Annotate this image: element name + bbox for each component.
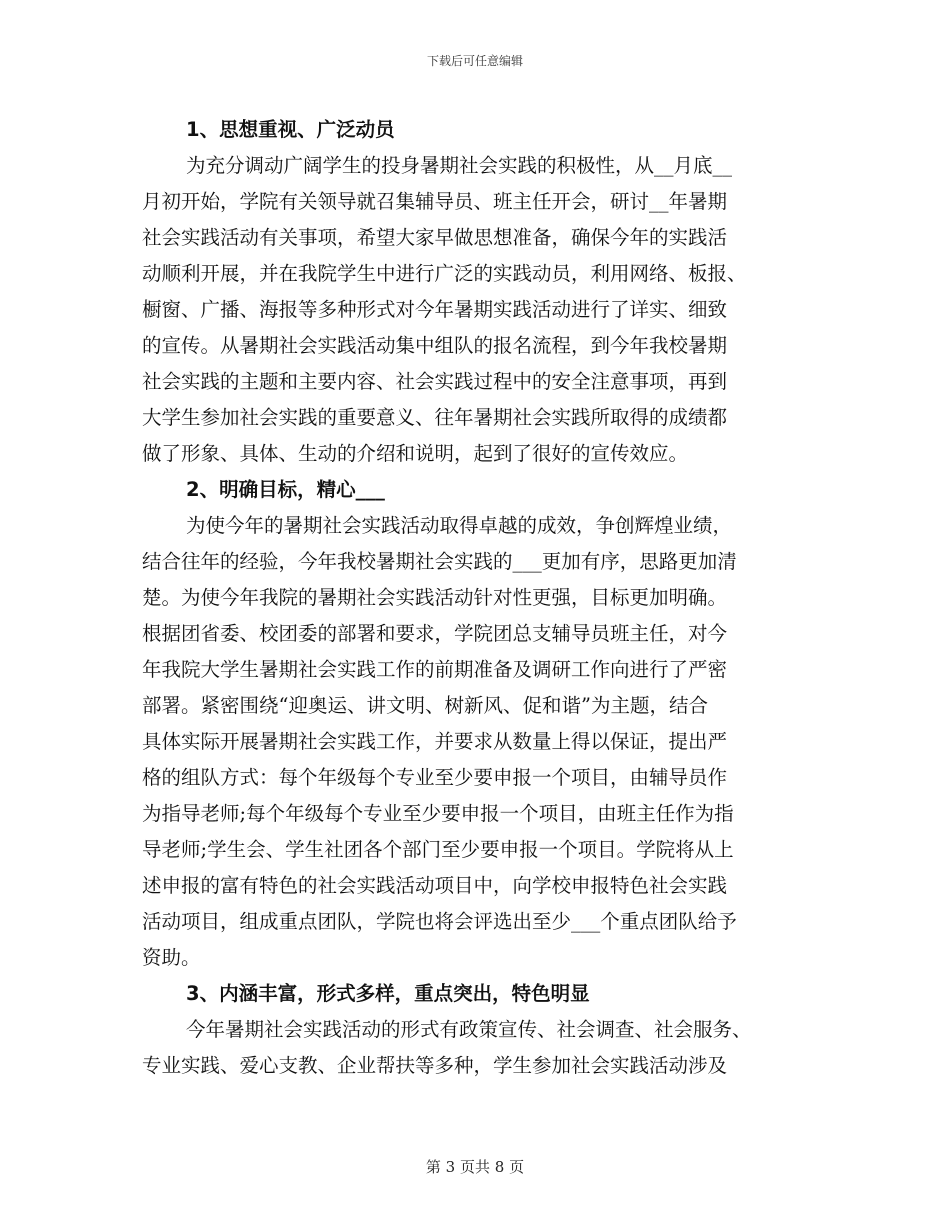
paragraph-line: 社会实践的主题和主要内容、社会实践过程中的安全注意事项，再到: [142, 370, 728, 393]
paragraph-line: 楚。为使今年我院的暑期社会实践活动针对性更强，目标更加明确。: [142, 586, 728, 609]
paragraph-line: 今年暑期社会实践活动的形式有政策宣传、社会调查、社会服务、: [186, 1018, 752, 1041]
paragraph-line: 社会实践活动有关事项，希望大家早做思想准备，确保今年的实践活: [142, 226, 728, 249]
paragraph-line: 导老师;学生会、学生社团各个部门至少要申报一个项目。学院将从上: [142, 838, 734, 861]
page-header: 下载后可任意编辑: [426, 54, 523, 68]
document-body: [142, 112, 808, 1084]
paragraph-line: 格的组队方式：每个年级每个专业至少要申报一个项目，由辅导员作: [142, 766, 728, 789]
paragraph-line: 月初开始，学院有关领导就召集辅导员、班主任开会，研讨__年暑期: [142, 190, 728, 213]
paragraph-line: 为使今年的暑期社会实践活动取得卓越的成效，争创辉煌业绩，: [186, 514, 733, 537]
paragraph-line: 活动项目，组成重点团队，学院也将会评选出至少___个重点团队给予: [142, 910, 737, 933]
paragraph-line: 述申报的富有特色的社会实践活动项目中，向学校申报特色社会实践: [142, 874, 728, 897]
paragraph-line: 年我院大学生暑期社会实践工作的前期准备及调研工作向进行了严密: [142, 658, 728, 681]
section-heading: 1、思想重视、广泛动员: [186, 118, 395, 141]
paragraph-line: 为充分调动广阔学生的投身暑期社会实践的积极性，从__月底__: [186, 154, 733, 177]
paragraph-line: 的宣传。从暑期社会实践活动集中组队的报名流程，到今年我校暑期: [142, 334, 728, 357]
paragraph-line: 大学生参加社会实践的重要意义、往年暑期社会实践所取得的成绩都: [142, 406, 728, 429]
paragraph-line: 橱窗、广播、海报等多种形式对今年暑期实践活动进行了详实、细致: [142, 298, 728, 321]
paragraph-line: 专业实践、爱心支教、企业帮扶等多种，学生参加社会实践活动涉及: [142, 1054, 728, 1077]
paragraph-line: 为指导老师;每个年级每个专业至少要申报一个项目，由班主任作为指: [142, 802, 734, 825]
paragraph-line: 部署。紧密围绕“迎奥运、讲文明、树新风、促和谐”为主题，结合: [142, 694, 708, 717]
paragraph-line: 资助。: [142, 946, 201, 969]
paragraph-line: 动顺利开展，并在我院学生中进行广泛的实践动员，利用网络、板报、: [142, 262, 747, 285]
paragraph-line: 具体实际开展暑期社会实践工作，并要求从数量上得以保证，提出严: [142, 730, 728, 753]
paragraph-line: 结合往年的经验，今年我校暑期社会实践的___更加有序，思路更加清: [142, 550, 737, 573]
paragraph-line: 根据团省委、校团委的部署和要求，学院团总支辅导员班主任，对今: [142, 622, 728, 645]
page-number: 第 3 页共 8 页: [425, 1158, 525, 1176]
paragraph-line: 做了形象、具体、生动的介绍和说明，起到了很好的宣传效应。: [142, 442, 689, 465]
section-heading: 3、内涵丰富，形式多样，重点突出，特色明显: [186, 982, 590, 1005]
section-heading: 2、明确目标，精心___: [186, 478, 385, 501]
